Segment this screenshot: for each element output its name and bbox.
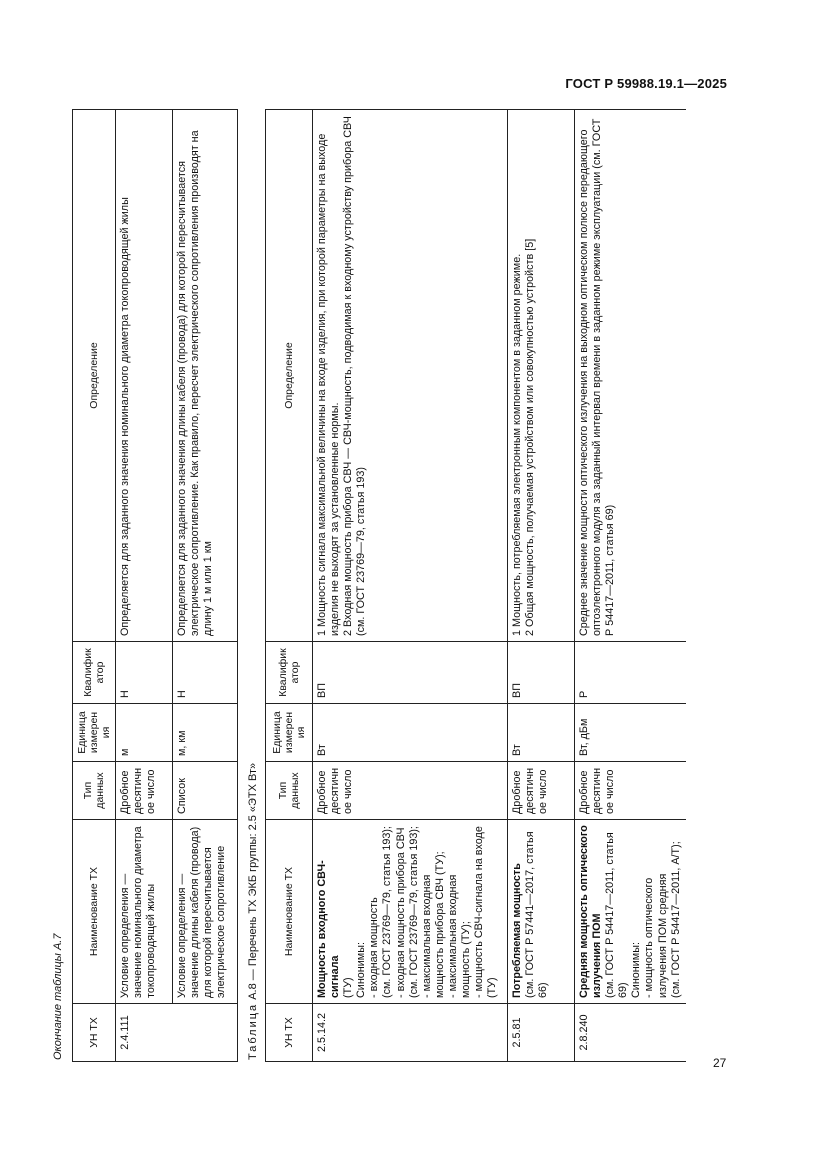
name-bold: Потребляемая мощность [511, 863, 523, 998]
cell-qual: ВП [508, 642, 575, 704]
col-type: Тип данных [266, 762, 313, 820]
cell-def: Определяется для заданного значения номинального диаметра токопроводящей жилы [116, 110, 173, 642]
name-line: Синонимы: [630, 942, 643, 998]
name-line: - мощность СВЧ-сигнала на входе (ТУ) [473, 826, 499, 998]
def-line: 1 Мощность сигнала максимальной величины на входе изделия, при которой параметры на выходе изделия не выходят за установленные нормы. [316, 133, 342, 636]
cell-name: Условие определения — значение длины кабеля (провода) для которой пересчитывается электрическое сопротивление [173, 820, 238, 1004]
document-header: ГОСТ Р 59988.19.1—2025 [565, 76, 727, 91]
table-a8-caption [247, 763, 260, 1060]
name-line: (см. ГОСТ 23769—79, статья 193); [407, 826, 420, 998]
caption-prefix: Таблица [247, 1002, 259, 1060]
cell-name [575, 820, 686, 1004]
table-row [116, 110, 173, 1062]
name-bold: Средняя мощность оптического излучения ПОМ [578, 825, 604, 998]
table-row [173, 110, 238, 1062]
cell-def [575, 110, 686, 642]
cell-def [508, 110, 575, 642]
col-def: Определение [266, 110, 313, 642]
name-line: (см. ГОСТ Р 54417—2011, А/Т); [669, 841, 682, 998]
col-name: Наименование ТХ [266, 820, 313, 1004]
cell-def [313, 110, 508, 642]
table-row [508, 110, 575, 1062]
continuation-label: Окончание таблицы А.7 [52, 933, 64, 1060]
cell-name [508, 820, 575, 1004]
cell-name: Условие определения — значение номинального диаметра токопроводящей жилы [116, 820, 173, 1004]
name-line: - входная мощность прибора СВЧ [394, 827, 407, 998]
cell-unit: м [116, 704, 173, 762]
name-line: - максимальная входная мощность прибора СВЧ (ТУ); [420, 851, 446, 998]
name-line: (см. ГОСТ Р 57441—2017, статья 66) [524, 831, 550, 998]
caption-text: А.8 — Перечень ТХ ЭКБ группы: 2.5 «ЭТХ Вт» [247, 762, 259, 1003]
name-line: - максимальная входная мощность (ТУ); [446, 874, 473, 998]
cell-un: 2.4.111 [116, 1004, 173, 1062]
cell-qual: Р [575, 642, 686, 704]
cell-un: 2.8.240 [575, 1004, 686, 1062]
cell-un: 2.5.81 [508, 1004, 575, 1062]
cell-unit: Вт [313, 704, 508, 762]
col-un: УН ТХ [266, 1004, 313, 1062]
col-type: Тип данных [73, 762, 116, 820]
name-line: (см. ГОСТ 23769—79, статья 193); [381, 826, 394, 998]
def-line: Среднее значение мощности оптического излучения на выходном оптическом полюсе передающего оптоэлектронного модуля за заданный интервал времени в заданном режиме эксплуатации (см. ГОСТ Р 54417—2011, статья 69) [578, 118, 617, 636]
name-line: (ТУ) [342, 977, 355, 998]
cell-type: Дробное десятичное число [313, 762, 508, 820]
name-line: - входная мощность [368, 897, 381, 998]
cell-name [313, 820, 508, 1004]
def-line: 2 Общая мощность, получаемая устройством или совокупностью устройств [5] [524, 238, 537, 636]
col-un: УН ТХ [73, 1004, 116, 1062]
table-header-row [73, 110, 116, 1062]
col-unit: Единица измерения [266, 704, 313, 762]
cell-un: 2.5.14.2 [313, 1004, 508, 1062]
table-row [313, 110, 508, 1062]
table-a7 [72, 109, 238, 1062]
cell-un [173, 1004, 238, 1062]
name-line: - мощность оптического излучения ПОМ средняя [643, 873, 669, 998]
cell-type: Дробное десятичное число [508, 762, 575, 820]
col-qual: Квалификатор [266, 642, 313, 704]
cell-type: Дробное десятичное число [116, 762, 173, 820]
table-header-row [266, 110, 313, 1062]
cell-qual: Н [173, 642, 238, 704]
page-number: 27 [713, 1056, 727, 1070]
cell-unit: Вт, дБм [575, 704, 686, 762]
def-line: 2 Входная мощность прибора СВЧ — СВЧ-мощность, подводимая к входному устройству прибора СВЧ (см. ГОСТ 23769—79, статья 193) [342, 116, 368, 636]
col-name: Наименование ТХ [73, 820, 116, 1004]
cell-unit: Вт [508, 704, 575, 762]
cell-type: Список [173, 762, 238, 820]
name-line: (см. ГОСТ Р 54417—2011, статья 69) [604, 832, 630, 998]
cell-qual: ВП [313, 642, 508, 704]
col-qual: Квалификатор [73, 642, 116, 704]
def-line: 1 Мощность, потребляемая электронным компонентом в заданном режиме. [511, 253, 523, 636]
cell-unit: м, км [173, 704, 238, 762]
cell-qual: Н [116, 642, 173, 704]
rotated-page-content [52, 110, 682, 1100]
col-def: Определение [73, 110, 116, 642]
table-row [575, 110, 686, 1062]
col-unit: Единица измерения [73, 704, 116, 762]
table-a8 [265, 109, 686, 1062]
name-bold: Мощность входного СВЧ-сигнала [316, 860, 342, 998]
cell-def: Определяется для заданного значения длины кабеля (провода) для которой пересчитывается электрическое сопротивление. Как правило, пересчет электрического сопротивления производят на длину 1 м или 1 км [173, 110, 238, 642]
cell-type: Дробное десятичное число [575, 762, 686, 820]
name-line: Синонимы: [355, 942, 368, 998]
